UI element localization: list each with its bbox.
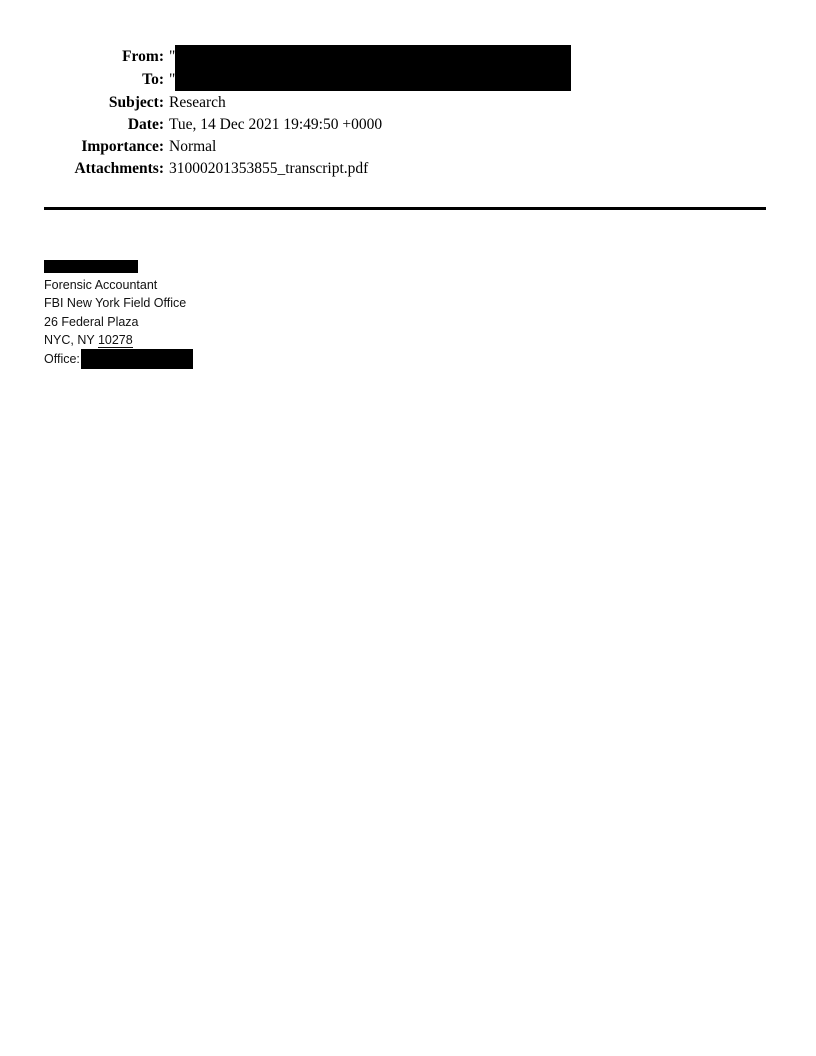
header-row-to bbox=[44, 69, 772, 92]
header-value-from bbox=[169, 46, 772, 69]
signature-phone-label: Office: bbox=[44, 351, 80, 366]
quote-mark-to: " bbox=[169, 71, 176, 89]
header-row-date bbox=[44, 114, 772, 136]
redaction-bar-signature-phone bbox=[81, 349, 193, 369]
signature-title: Forensic Accountant bbox=[44, 278, 158, 293]
quote-mark-from: " bbox=[169, 48, 176, 66]
header-value-date: Tue, 14 Dec 2021 19:49:50 +0000 bbox=[169, 116, 383, 133]
header-body-divider bbox=[44, 207, 766, 210]
header-label-subject: Subject: bbox=[108, 94, 164, 111]
header-row-subject bbox=[44, 92, 772, 114]
signature-street: 26 Federal Plaza bbox=[44, 314, 139, 329]
signature-city-state-zip bbox=[44, 331, 193, 349]
header-row-attachments bbox=[44, 158, 772, 180]
header-value-to bbox=[169, 69, 772, 92]
signature-organization: FBI New York Field Office bbox=[44, 296, 187, 311]
header-label-importance: Importance: bbox=[81, 138, 164, 155]
signature-phone-row bbox=[44, 349, 193, 369]
header-value-importance: Normal bbox=[169, 138, 217, 155]
email-header-block bbox=[44, 46, 772, 180]
signature-block bbox=[44, 258, 193, 369]
signature-name-line bbox=[44, 258, 193, 276]
header-label-attachments: Attachments: bbox=[74, 160, 164, 177]
header-label-date: Date: bbox=[127, 116, 164, 133]
header-value-attachments: 31000201353855_transcript.pdf bbox=[169, 160, 369, 177]
redaction-bar-from bbox=[175, 45, 571, 68]
header-label-from: From: bbox=[122, 48, 164, 65]
signature-zip: 10278 bbox=[97, 332, 133, 347]
header-row-from bbox=[44, 46, 772, 69]
header-row-importance bbox=[44, 136, 772, 158]
redaction-bar-to bbox=[175, 68, 571, 91]
redaction-bar-signature-name bbox=[44, 260, 138, 273]
header-value-subject: Research bbox=[169, 94, 226, 111]
signature-city-state-zip-text: NYC, NY 10278 bbox=[44, 332, 133, 347]
header-label-to: To: bbox=[142, 71, 164, 88]
